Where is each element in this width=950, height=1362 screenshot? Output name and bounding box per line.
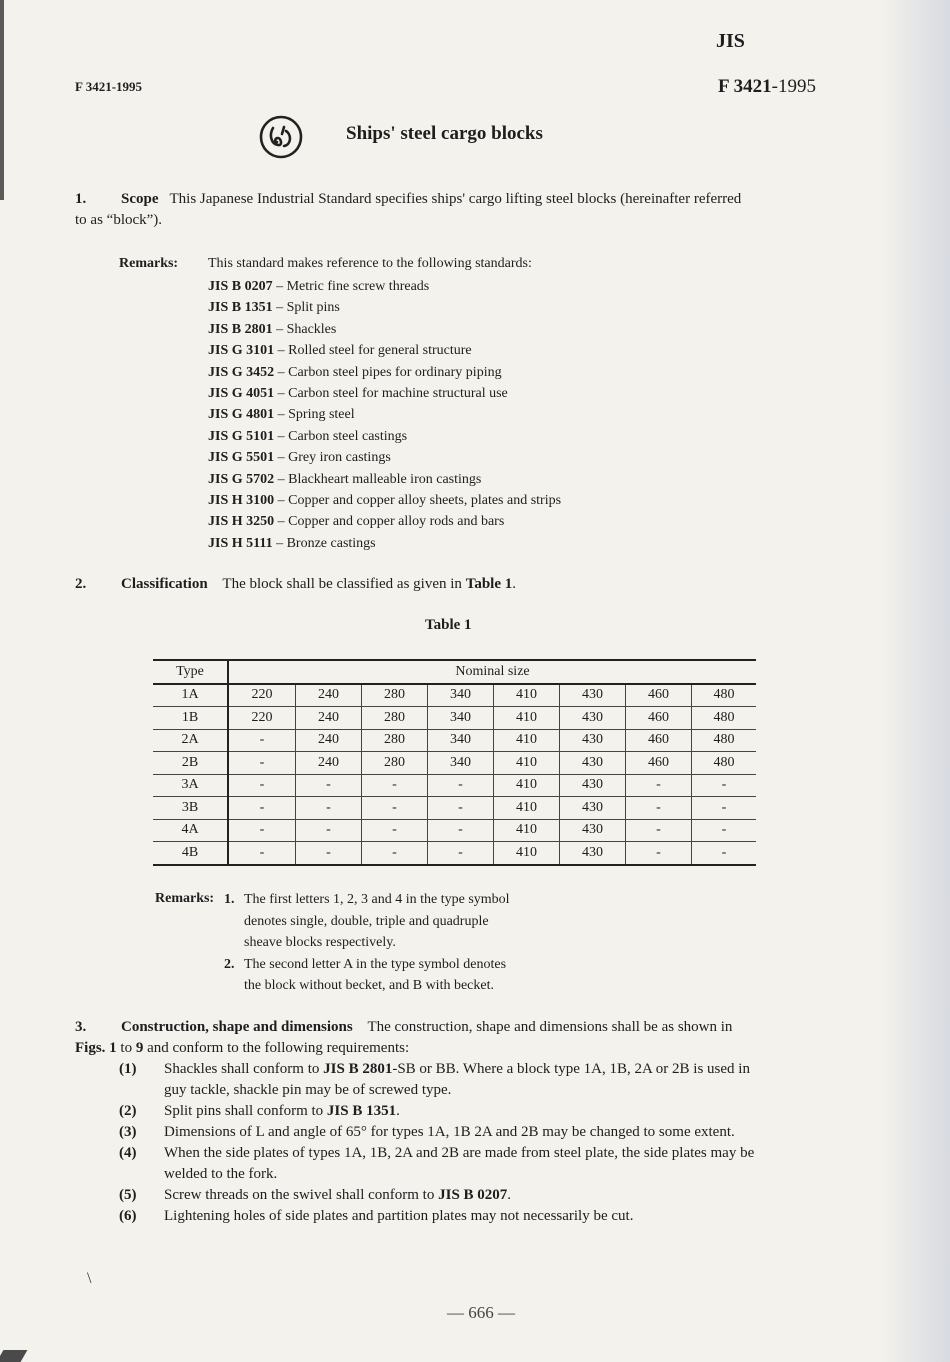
reference-title: Blackheart malleable iron castings — [288, 471, 482, 487]
header-code-year: -1995 — [771, 76, 816, 97]
reference-item — [208, 469, 561, 490]
requirement-text-start: Split pins shall conform to — [164, 1103, 327, 1119]
section-2-text: The block shall be classified as given in — [222, 576, 466, 592]
table-cell-size: 460 — [626, 752, 692, 775]
requirement-text-start: When the side plates of types 1A, 1B, 2A and 2B are made from steel plate, the side plates may be — [164, 1145, 755, 1161]
reference-item — [208, 319, 561, 340]
table-cell-type: 3B — [153, 797, 228, 820]
reference-dash: – — [274, 407, 289, 423]
requirement-item — [119, 1206, 839, 1227]
table-cell-size: 340 — [428, 729, 494, 752]
table-cell-size: - — [296, 842, 362, 865]
section-2-text-end: . — [512, 576, 516, 592]
table-row — [153, 707, 756, 730]
header-code-number: F 3421 — [718, 76, 772, 97]
table-1-caption: Table 1 — [425, 617, 472, 633]
requirement-text — [164, 1059, 839, 1080]
requirement-text-start: Screw threads on the swivel shall conform to — [164, 1187, 439, 1203]
requirement-text — [164, 1143, 839, 1164]
table-row — [153, 819, 756, 842]
reference-item — [208, 276, 561, 297]
section-1-text-line2: to as “block”). — [75, 212, 163, 228]
requirement-number: (5) — [119, 1187, 137, 1203]
section-construction — [75, 1017, 835, 1059]
table-cell-type: 4A — [153, 819, 228, 842]
requirement-item — [119, 1122, 839, 1143]
reference-dash: – — [274, 385, 289, 401]
scan-edge-bottom — [0, 1350, 27, 1362]
table-remark-line: The second letter A in the type symbol denotes — [244, 956, 507, 972]
section-1-text-line1: This Japanese Industrial Standard specifies ships' cargo lifting steel blocks (hereinafter referred — [169, 191, 742, 207]
table-cell-size: 410 — [494, 842, 560, 865]
requirement-number: (3) — [119, 1124, 137, 1140]
reference-dash: – — [274, 364, 289, 380]
table-cell-size: 410 — [494, 707, 560, 730]
table-cell-size: 430 — [560, 819, 626, 842]
table-cell-size: 240 — [296, 752, 362, 775]
section-3-text-line2: and conform to the following requirements: — [143, 1040, 410, 1056]
table-remark-line: the block without becket, and B with becket. — [244, 978, 494, 993]
requirement-text — [164, 1206, 839, 1227]
reference-code: JIS G 3452 — [208, 364, 275, 380]
reference-title: Grey iron castings — [288, 450, 391, 466]
reference-dash: – — [274, 428, 289, 444]
table-cell-size: 340 — [428, 684, 494, 707]
table-cell-size: - — [428, 819, 494, 842]
table-cell-size: 410 — [494, 774, 560, 797]
table-cell-size: 480 — [692, 729, 757, 752]
section-1-number: 1. — [75, 191, 87, 207]
table-cell-size: 430 — [560, 729, 626, 752]
reference-item — [208, 511, 561, 532]
table-cell-size: - — [626, 797, 692, 820]
reference-dash: – — [274, 514, 289, 530]
table-cell-size: - — [362, 819, 428, 842]
table-cell-size: - — [228, 774, 296, 797]
table-cell-type: 3A — [153, 774, 228, 797]
table-cell-size: 430 — [560, 752, 626, 775]
table-cell-size: - — [296, 774, 362, 797]
table-cell-size: - — [228, 797, 296, 820]
table-row — [153, 797, 756, 820]
table-cell-size: 220 — [228, 684, 296, 707]
requirement-text — [164, 1185, 839, 1206]
reference-item — [208, 426, 561, 447]
table-cell-size: - — [692, 842, 757, 865]
section-3-to: to — [116, 1040, 136, 1056]
reference-title: Shackles — [286, 321, 337, 337]
document-title: Ships' steel cargo blocks — [346, 123, 543, 144]
table-cell-size: 480 — [692, 752, 757, 775]
reference-code: JIS G 4801 — [208, 407, 275, 423]
table-remark-item — [224, 954, 554, 997]
section-3-text-line1: The construction, shape and dimensions shall be as shown in — [367, 1019, 733, 1035]
table-cell-size: 410 — [494, 684, 560, 707]
header-code-right — [718, 76, 816, 98]
jis-mark: JIS — [716, 30, 745, 52]
table-cell-size: - — [362, 842, 428, 865]
table-cell-size: 480 — [692, 684, 757, 707]
table-cell-size: 430 — [560, 707, 626, 730]
table-cell-size: - — [626, 842, 692, 865]
reference-list — [208, 276, 561, 554]
requirement-text-start: Lightening holes of side plates and partition plates may not necessarily be cut. — [164, 1208, 634, 1224]
reference-code: JIS G 5501 — [208, 450, 275, 466]
reference-dash: – — [272, 321, 287, 337]
reference-dash: – — [274, 343, 289, 359]
section-1-heading: Scope — [121, 191, 159, 207]
header-code-left: F 3421-1995 — [75, 79, 143, 94]
requirement-item — [119, 1185, 839, 1206]
table-remark-line: denotes single, double, triple and quadruple — [244, 913, 489, 929]
section-classification — [75, 574, 516, 595]
requirement-number: (2) — [119, 1103, 137, 1119]
table-cell-size: 240 — [296, 729, 362, 752]
requirement-text-end: . — [507, 1187, 512, 1203]
table-cell-size: 460 — [626, 729, 692, 752]
table-cell-size: 410 — [494, 752, 560, 775]
reference-dash: – — [272, 535, 287, 551]
requirement-text-line2: guy tackle, shackle pin may be of screwed type. — [164, 1082, 452, 1098]
section-3-figs-ref: Figs. 1 — [75, 1040, 117, 1056]
table-cell-type: 1B — [153, 707, 228, 730]
section-2-table-ref: Table 1 — [465, 576, 513, 592]
table-remark-number: 2. — [224, 956, 235, 972]
table-row — [153, 774, 756, 797]
table-cell-size: 280 — [362, 752, 428, 775]
reference-item — [208, 340, 561, 361]
table-cell-size: 220 — [228, 707, 296, 730]
reference-item — [208, 533, 561, 554]
table-cell-size: - — [228, 729, 296, 752]
reference-item — [208, 490, 561, 511]
requirement-text-start: Dimensions of L and angle of 65° for types 1A, 1B 2A and 2B may be changed to some extent. — [164, 1124, 735, 1140]
requirement-standard-ref: JIS B 2801 — [323, 1061, 393, 1077]
reference-title: Carbon steel pipes for ordinary piping — [288, 364, 502, 380]
table-cell-size: 280 — [362, 684, 428, 707]
table-remark-item — [224, 889, 554, 954]
requirement-item — [119, 1101, 839, 1122]
table-cell-size: 280 — [362, 707, 428, 730]
reference-dash: – — [274, 471, 289, 487]
requirement-text — [164, 1101, 839, 1122]
table-remarks — [224, 889, 554, 997]
section-2-heading: Classification — [121, 576, 208, 592]
table-cell-size: - — [362, 774, 428, 797]
reference-code: JIS G 5101 — [208, 428, 275, 444]
requirement-number: (4) — [119, 1145, 137, 1161]
section-scope — [75, 189, 835, 231]
table-row — [153, 842, 756, 865]
table-cell-size: 280 — [362, 729, 428, 752]
table-cell-size: - — [428, 774, 494, 797]
table-cell-size: - — [228, 819, 296, 842]
reference-code: JIS H 3250 — [208, 514, 275, 530]
reference-code: JIS G 5702 — [208, 471, 275, 487]
table-cell-size: - — [228, 842, 296, 865]
reference-title: Spring steel — [288, 407, 355, 423]
table-cell-size: - — [428, 797, 494, 820]
section-3-number: 3. — [75, 1019, 87, 1035]
requirements-list — [119, 1059, 839, 1227]
reference-item — [208, 447, 561, 468]
reference-title: Copper and copper alloy rods and bars — [288, 514, 505, 530]
reference-title: Carbon steel castings — [288, 428, 408, 444]
table-cell-size: 340 — [428, 752, 494, 775]
reference-code: JIS H 5111 — [208, 535, 273, 551]
reference-title: Copper and copper alloy sheets, plates and strips — [288, 492, 562, 508]
table-cell-size: 240 — [296, 684, 362, 707]
reference-title: Carbon steel for machine structural use — [288, 385, 508, 401]
reference-dash: – — [274, 450, 289, 466]
reference-code: JIS G 4051 — [208, 385, 275, 401]
requirement-standard-ref: JIS B 1351 — [326, 1103, 397, 1119]
table-header-type: Type — [153, 660, 228, 684]
reference-dash: – — [274, 492, 289, 508]
table-cell-size: 340 — [428, 707, 494, 730]
table-row — [153, 729, 756, 752]
requirement-text-line2: welded to the fork. — [164, 1166, 278, 1182]
table-cell-size: - — [296, 797, 362, 820]
table-row — [153, 684, 756, 707]
table-cell-size: - — [228, 752, 296, 775]
section-2-number: 2. — [75, 576, 87, 592]
requirement-text-end: . — [396, 1103, 400, 1119]
reference-title: Split pins — [286, 300, 340, 316]
reference-code: JIS B 1351 — [208, 300, 273, 316]
reference-code: JIS B 0207 — [208, 279, 273, 294]
table-remark-number: 1. — [224, 892, 235, 907]
reference-item — [208, 404, 561, 425]
table-cell-size: 430 — [560, 842, 626, 865]
table-cell-size: - — [692, 774, 757, 797]
remarks-intro: This standard makes reference to the following standards: — [208, 256, 532, 271]
reference-code: JIS G 3101 — [208, 343, 275, 359]
table-cell-size: - — [692, 797, 757, 820]
table-cell-type: 4B — [153, 842, 228, 865]
reference-item — [208, 362, 561, 383]
requirement-text-start: Shackles shall conform to — [164, 1061, 324, 1077]
table-cell-size: 430 — [560, 797, 626, 820]
reference-code: JIS B 2801 — [208, 321, 273, 337]
page-shadow-right — [880, 0, 950, 1362]
table-cell-size: - — [428, 842, 494, 865]
requirement-number: (1) — [119, 1061, 137, 1077]
table-cell-size: 460 — [626, 707, 692, 730]
section-3-figs-ref-end: 9 — [135, 1040, 144, 1056]
reference-dash: – — [272, 279, 287, 294]
requirement-number: (6) — [119, 1208, 137, 1224]
reference-title: Rolled steel for general structure — [288, 343, 472, 359]
requirement-item — [119, 1059, 839, 1101]
table-remark-line: sheave blocks respectively. — [244, 935, 396, 950]
table-cell-size: 430 — [560, 684, 626, 707]
requirement-item — [119, 1143, 839, 1185]
table-cell-size: - — [362, 797, 428, 820]
table-remark-line: The first letters 1, 2, 3 and 4 in the type symbol — [244, 892, 510, 907]
reference-item — [208, 297, 561, 318]
table-cell-size: 480 — [692, 707, 757, 730]
table-cell-size: 410 — [494, 729, 560, 752]
table-row — [153, 752, 756, 775]
table-cell-size: - — [626, 819, 692, 842]
reference-dash: – — [272, 300, 287, 316]
table-cell-type: 2B — [153, 752, 228, 775]
table-cell-type: 1A — [153, 684, 228, 707]
remarks-label: Remarks: — [119, 256, 179, 271]
requirement-standard-ref: JIS B 0207 — [438, 1187, 508, 1203]
table-cell-size: 410 — [494, 819, 560, 842]
reference-title: Bronze castings — [286, 535, 376, 551]
table-header-row — [153, 660, 756, 684]
section-3-heading: Construction, shape and dimensions — [121, 1019, 353, 1035]
reference-item — [208, 383, 561, 404]
table-1 — [153, 659, 756, 866]
page-number: — 666 — — [447, 1303, 515, 1322]
table-cell-size: - — [296, 819, 362, 842]
table-cell-type: 2A — [153, 729, 228, 752]
table-cell-size: 240 — [296, 707, 362, 730]
table-cell-size: 460 — [626, 684, 692, 707]
table-header-nominal-size: Nominal size — [228, 660, 756, 684]
table-cell-size: - — [626, 774, 692, 797]
stray-mark: \ — [87, 1270, 92, 1287]
table-remarks-label: Remarks: — [155, 891, 215, 906]
table-cell-size: - — [692, 819, 757, 842]
reference-title: Metric fine screw threads — [286, 279, 430, 294]
scan-edge-left — [0, 0, 4, 200]
requirement-text — [164, 1122, 839, 1143]
table-cell-size: 410 — [494, 797, 560, 820]
table-cell-size: 430 — [560, 774, 626, 797]
requirement-text-end: -SB or BB. Where a block type 1A, 1B, 2A or 2B is used in — [392, 1061, 750, 1077]
jis-logo-icon — [258, 114, 304, 160]
reference-code: JIS H 3100 — [208, 492, 275, 508]
